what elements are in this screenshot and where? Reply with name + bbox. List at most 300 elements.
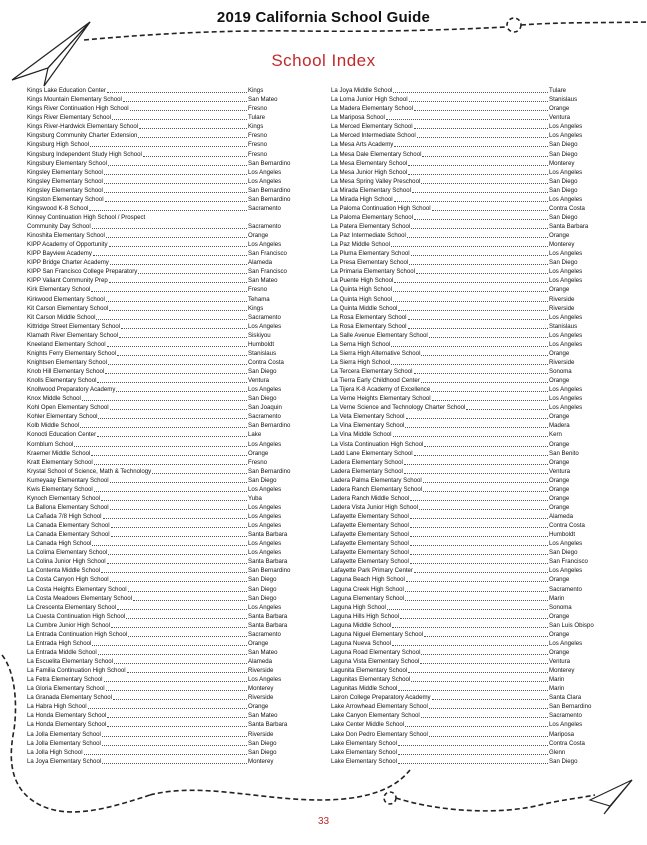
dot-leader: [405, 591, 548, 592]
index-entry: [27, 439, 302, 448]
index-entry: [27, 720, 302, 729]
index-entry: [331, 594, 617, 603]
index-entry: [27, 630, 302, 639]
county-name: Los Angeles: [549, 123, 583, 131]
dot-leader: [106, 237, 247, 238]
dot-leader: [411, 255, 548, 256]
school-name: La Canada High School: [27, 540, 92, 548]
index-entry: [27, 512, 302, 521]
school-name: La Habra High School: [27, 703, 87, 711]
school-name: Ladera Ranch Middle School: [331, 494, 410, 502]
index-entry: [27, 285, 302, 294]
dot-leader: [102, 763, 247, 764]
county-name: Orange: [549, 485, 570, 493]
index-entry: [331, 494, 617, 503]
school-name: La Escuelita Elementary School: [27, 658, 114, 665]
county-name: Fresno: [248, 105, 267, 113]
county-name: Los Angeles: [248, 513, 282, 520]
county-name: Orange: [549, 503, 570, 511]
dot-leader: [406, 581, 548, 582]
dot-leader: [421, 355, 548, 356]
county-name: Orange: [549, 576, 570, 584]
county-name: San Bernardino: [549, 703, 592, 711]
county-name: Contra Costa: [549, 739, 585, 747]
school-name: La Entrada Continuation High School: [27, 630, 128, 638]
school-name: La Rosa Elementary School: [331, 322, 407, 330]
dot-leader: [108, 554, 247, 555]
dot-leader: [109, 282, 247, 283]
county-name: Los Angeles: [549, 340, 583, 348]
school-name: La Mesa Elementary School: [331, 159, 408, 167]
index-entry: [27, 231, 302, 240]
dot-leader: [111, 536, 247, 537]
index-entry: [331, 331, 617, 340]
index-entry: [331, 503, 617, 512]
index-entry: [331, 122, 617, 131]
dot-leader: [429, 337, 548, 338]
index-entry: [331, 566, 617, 575]
dot-leader: [391, 364, 548, 365]
dot-leader: [393, 436, 548, 437]
school-name: La Contenta Middle School: [27, 567, 101, 575]
county-name: San Diego: [248, 576, 277, 584]
dot-leader: [393, 301, 548, 302]
index-entry: [27, 304, 302, 313]
dot-leader: [405, 427, 548, 428]
county-name: San Luis Obispo: [549, 621, 594, 629]
index-entry: [331, 702, 617, 711]
index-entry: [331, 86, 617, 95]
dot-leader: [119, 337, 247, 338]
dot-leader: [423, 491, 548, 492]
dot-leader: [431, 391, 548, 392]
dot-leader: [104, 183, 247, 184]
index-entry: [331, 548, 617, 557]
school-name: La Tierra Early Childhood Center: [331, 377, 420, 385]
dot-leader: [91, 455, 247, 456]
school-name: La Pluma Elementary School: [331, 250, 410, 258]
school-name: Kumeyaay Elementary School: [27, 476, 109, 484]
dot-leader: [406, 418, 548, 419]
school-name: La Mesa Junior High School: [331, 168, 408, 176]
index-entry: [331, 757, 617, 766]
county-name: Alameda: [549, 513, 574, 520]
dot-leader: [102, 736, 247, 737]
county-name: Ventura: [549, 114, 571, 122]
school-name: Knollwood Preparatory Academy: [27, 386, 116, 394]
county-name: Santa Clara: [549, 694, 582, 702]
dot-leader: [121, 328, 247, 329]
county-name: Kings: [248, 123, 264, 131]
county-name: Yuba: [248, 494, 262, 502]
county-name: San Diego: [549, 213, 578, 221]
index-entry: [27, 349, 302, 358]
dot-leader: [90, 146, 247, 147]
index-entry: [27, 131, 302, 140]
county-name: Riverside: [248, 730, 274, 738]
dot-leader: [409, 264, 548, 265]
county-name: San Benito: [549, 449, 579, 457]
county-name: Los Angeles: [549, 721, 583, 729]
dot-leader: [408, 328, 548, 329]
school-name: La Rosa Elementary School: [331, 313, 407, 321]
dot-leader: [110, 409, 247, 410]
dot-leader: [107, 726, 247, 727]
school-name: Kolb Middle School: [27, 422, 80, 430]
index-entry: [331, 639, 617, 648]
index-entry: [331, 149, 617, 158]
school-name: La Vina Middle School: [331, 431, 392, 439]
dot-leader: [126, 618, 247, 619]
county-name: Orange: [549, 286, 570, 294]
index-entry: [331, 439, 617, 448]
county-name: Los Angeles: [248, 549, 282, 557]
county-name: San Diego: [248, 748, 277, 756]
dot-leader: [420, 663, 548, 664]
county-name: Humboldt: [248, 340, 275, 348]
index-entry: [27, 702, 302, 711]
dot-leader: [410, 545, 548, 546]
school-name: Kittridge Street Elementary School: [27, 322, 121, 330]
index-entry: [331, 113, 617, 122]
county-name: Los Angeles: [248, 440, 282, 448]
dashed-loop: [384, 792, 396, 804]
dot-leader: [404, 464, 548, 465]
dot-leader: [91, 291, 247, 292]
dot-leader: [130, 110, 247, 111]
school-name: Kingsburg Community Charter Extension: [27, 132, 138, 140]
index-entry: [331, 512, 617, 521]
school-name: Ladd Lane Elementary School: [331, 449, 413, 457]
county-name: Riverside: [549, 304, 575, 312]
county-name: Monterey: [549, 241, 575, 249]
county-name: Orange: [549, 413, 570, 421]
index-entry: [27, 584, 302, 593]
index-entry: [331, 131, 617, 140]
school-name: KIPP Bridge Charter Academy: [27, 259, 109, 267]
school-name: La Ballona Elementary School: [27, 503, 109, 511]
dot-leader: [104, 174, 247, 175]
school-name: KIPP Bayview Academy: [27, 250, 92, 258]
index-entry: [27, 739, 302, 748]
dot-leader: [109, 246, 247, 247]
school-name: Konocti Education Center: [27, 431, 97, 439]
index-entry: [331, 666, 617, 675]
dot-leader: [111, 527, 247, 528]
dot-leader: [400, 618, 548, 619]
dot-leader: [432, 699, 548, 700]
county-name: San Bernardino: [248, 195, 291, 203]
county-name: Alameda: [248, 259, 273, 267]
county-name: Orange: [248, 449, 269, 457]
index-entry: [331, 104, 617, 113]
dot-leader: [138, 273, 247, 274]
dot-leader: [421, 183, 548, 184]
school-name: Knightsen Elementary School: [27, 358, 107, 366]
dot-leader: [92, 545, 247, 546]
school-name: Laguna Elementary School: [331, 594, 405, 602]
county-name: Orange: [549, 494, 570, 502]
dot-leader: [104, 192, 247, 193]
school-name: Laguna Middle School: [331, 621, 392, 629]
school-name: Ladera Elementary School: [331, 467, 403, 475]
dot-leader: [414, 572, 548, 573]
dot-leader: [113, 699, 247, 700]
school-name: Kinney Continuation High School / Prospect: [27, 213, 146, 221]
county-name: Fresno: [248, 141, 267, 149]
dot-leader: [110, 482, 247, 483]
school-name: La Verne Science and Technology Charter School: [331, 404, 466, 412]
county-name: Stanislaus: [248, 349, 277, 357]
index-entry: [27, 757, 302, 766]
school-name: Lafayette Park Primary Center: [331, 567, 413, 575]
school-name: La Sierra High Alternative School: [331, 349, 421, 357]
county-name: Lake: [248, 431, 262, 439]
county-name: San Diego: [248, 368, 277, 375]
dot-leader: [410, 563, 548, 564]
section-title: School Index: [271, 51, 376, 70]
school-name: Lake Arrowhead Elementary School: [331, 703, 428, 711]
school-name: La Jolla Elementary School: [27, 739, 101, 747]
school-name: La Paz Middle School: [331, 241, 390, 249]
dot-leader: [127, 672, 247, 673]
index-column-left: [27, 86, 302, 766]
dot-leader: [405, 600, 548, 601]
county-name: San Diego: [549, 150, 578, 158]
index-entry: [331, 249, 617, 258]
index-entry: [27, 86, 302, 95]
school-name: Lake Don Pedro Elementary School: [331, 730, 428, 738]
school-name: La Tercera Elementary School: [331, 368, 413, 375]
county-name: Monterey: [549, 159, 575, 167]
school-name: La Verne Heights Elementary School: [331, 395, 431, 403]
index-entry: [27, 159, 302, 168]
county-name: Santa Barbara: [248, 558, 288, 566]
dot-leader: [411, 681, 548, 682]
index-entry: [27, 95, 302, 104]
county-name: Marin: [549, 594, 565, 602]
dot-leader: [128, 636, 247, 637]
dot-leader: [107, 346, 247, 347]
index-entry: [331, 276, 617, 285]
index-entry: [331, 358, 617, 367]
school-name: Lafayette Elementary School: [331, 540, 409, 548]
school-name: La Mesa Dale Elementary School: [331, 150, 422, 158]
county-name: Orange: [549, 440, 570, 448]
dot-leader: [74, 446, 247, 447]
school-name: Kings River Elementary School: [27, 114, 111, 122]
dot-leader: [97, 436, 247, 437]
school-name: La Serna High School: [331, 340, 391, 348]
school-name: Kratt Elementary School: [27, 458, 93, 466]
county-name: San Francisco: [248, 268, 287, 276]
index-entry: [27, 521, 302, 530]
school-name: Kohler Elementary School: [27, 413, 98, 421]
dot-leader: [92, 645, 247, 646]
school-name: La Tijera K-8 Academy of Excellence: [331, 386, 431, 394]
county-name: Los Angeles: [549, 395, 583, 403]
school-name: La Vista Continuation High School: [331, 440, 424, 448]
index-entry: [331, 621, 617, 630]
school-name: Klamath River Elementary School: [27, 331, 119, 339]
index-entry: [27, 195, 302, 204]
index-column-right: [331, 86, 617, 766]
school-name: Laguna Niguel Elementary School: [331, 630, 424, 638]
dot-leader: [410, 500, 548, 501]
county-name: San Diego: [549, 177, 578, 185]
dot-leader: [109, 310, 247, 311]
county-name: San Bernardino: [248, 422, 291, 430]
county-name: Stanislaus: [549, 96, 578, 104]
county-name: Glenn: [549, 748, 566, 756]
county-name: Siskiyou: [248, 331, 271, 339]
county-name: Orange: [549, 458, 570, 466]
county-name: Orange: [549, 630, 570, 638]
county-name: Sacramento: [248, 313, 281, 321]
county-name: Los Angeles: [549, 540, 583, 548]
school-name: La Primaria Elementary School: [331, 268, 415, 276]
school-name: Lagunitas Elementary School: [331, 676, 411, 684]
county-name: Fresno: [248, 286, 267, 294]
dot-leader: [414, 455, 548, 456]
dashed-flight-path: [84, 27, 505, 40]
dot-leader: [414, 219, 548, 220]
school-name: Lafayette Elementary School: [331, 558, 409, 566]
county-name: Fresno: [248, 458, 267, 466]
county-name: Sacramento: [248, 413, 281, 421]
school-name: La Entrada Middle School: [27, 648, 97, 656]
school-name: La Costa Meadows Elementary School: [27, 594, 133, 602]
dot-leader: [392, 645, 548, 646]
dot-leader: [94, 491, 247, 492]
county-name: San Diego: [549, 186, 578, 194]
index-entry: [331, 95, 617, 104]
dot-leader: [394, 282, 548, 283]
county-name: Monterey: [248, 685, 274, 693]
dot-leader: [387, 609, 548, 610]
index-entry: [331, 476, 617, 485]
index-entry: [27, 729, 302, 738]
index-entry: [27, 458, 302, 467]
school-name: Lagunita Elementary School: [331, 667, 408, 675]
county-name: Kings: [248, 304, 264, 312]
county-name: San Mateo: [248, 648, 278, 656]
school-name: La Joya Middle School: [331, 87, 393, 95]
school-name: La Madera Elementary School: [331, 105, 413, 113]
dot-leader: [466, 409, 548, 410]
index-entry: [331, 177, 617, 186]
dot-leader: [105, 201, 247, 202]
school-name: Kings River Continuation High School: [27, 105, 129, 113]
index-entry: [27, 104, 302, 113]
dot-leader: [417, 137, 548, 138]
county-name: Mariposa: [549, 730, 575, 738]
index-entry: [331, 240, 617, 249]
index-entry: [331, 222, 617, 231]
index-entry: [27, 276, 302, 285]
dot-leader: [398, 745, 548, 746]
index-entry: [27, 675, 302, 684]
county-name: Los Angeles: [549, 277, 583, 285]
page-number: 33: [317, 816, 330, 827]
county-name: Los Angeles: [549, 639, 583, 647]
county-name: San Diego: [248, 476, 277, 484]
index-entry: [331, 575, 617, 584]
index-entry: [331, 294, 617, 303]
index-entry: [27, 376, 302, 385]
school-name: La Quinta High School: [331, 286, 392, 294]
dot-leader: [414, 373, 548, 374]
county-name: Madera: [549, 422, 570, 430]
dot-leader: [408, 174, 548, 175]
county-name: Los Angeles: [549, 331, 583, 339]
school-name: Lafayette Elementary School: [331, 549, 409, 557]
index-entry: [331, 675, 617, 684]
school-name: Knights Ferry Elementary School: [27, 349, 117, 357]
county-name: San Mateo: [248, 96, 278, 104]
county-name: Orange: [549, 476, 570, 484]
index-entry: [331, 231, 617, 240]
county-name: Orange: [549, 648, 570, 656]
dot-leader: [143, 156, 247, 157]
school-name: Lagunitas Middle School: [331, 685, 398, 693]
index-entry: [27, 240, 302, 249]
dot-leader: [394, 146, 548, 147]
dot-leader: [98, 418, 247, 419]
school-name: Lake Center Middle School: [331, 721, 405, 729]
index-entry: [27, 412, 302, 421]
dot-leader: [114, 663, 247, 664]
county-name: Tehama: [248, 295, 270, 303]
county-name: Ventura: [549, 467, 571, 475]
index-entry: [331, 684, 617, 693]
dot-leader: [424, 636, 548, 637]
school-name: Kingsley Elementary School: [27, 177, 103, 185]
index-entry: [27, 204, 302, 213]
dot-leader: [409, 101, 548, 102]
index-entry: [27, 222, 302, 231]
school-name: Lake Elementary School: [331, 757, 398, 765]
index-entry: [331, 449, 617, 458]
index-entry: [27, 684, 302, 693]
dot-leader: [98, 654, 247, 655]
index-entry: [27, 748, 302, 757]
dot-leader: [414, 110, 548, 111]
county-name: Orange: [248, 232, 269, 240]
county-name: Riverside: [248, 667, 274, 675]
dot-leader: [398, 754, 548, 755]
county-name: Los Angeles: [248, 168, 282, 176]
dot-leader: [410, 518, 548, 519]
school-name: La Jolla Elementary School: [27, 730, 101, 738]
index-entry: [331, 285, 617, 294]
index-entry: [27, 140, 302, 149]
school-name: Knob Hill Elementary School: [27, 368, 105, 375]
dot-leader: [108, 165, 247, 166]
school-name: Kirk Elementary School: [27, 286, 91, 294]
county-name: San Bernardino: [248, 567, 291, 575]
dot-leader: [96, 319, 247, 320]
dot-leader: [110, 581, 247, 582]
dot-leader: [152, 473, 247, 474]
index-entry: [331, 186, 617, 195]
school-name: La Honda Elementary School: [27, 712, 107, 720]
school-name: La Canada Elementary School: [27, 522, 110, 530]
index-entry: [331, 612, 617, 621]
dot-leader: [423, 482, 548, 483]
county-name: San Diego: [248, 594, 277, 602]
county-name: Los Angeles: [549, 132, 583, 140]
